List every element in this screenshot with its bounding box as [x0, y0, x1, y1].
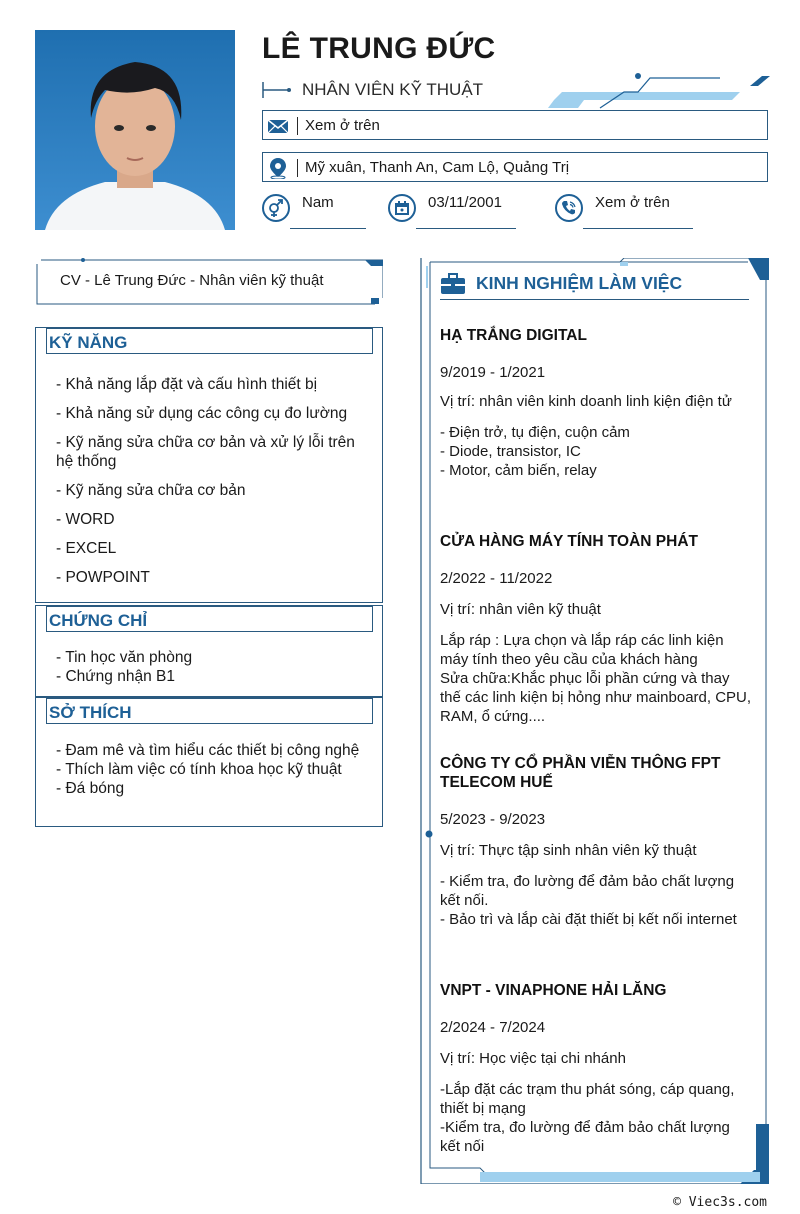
hobbies-section [35, 697, 383, 827]
job-company: VNPT - VINAPHONE HẢI LĂNG [440, 982, 667, 999]
job-period: 2/2024 - 7/2024 [440, 1019, 546, 1036]
job-entry [440, 532, 752, 726]
job-position: Vị trí: Học việc tại chi nhánh [440, 1050, 626, 1067]
skills-list [56, 375, 368, 597]
calendar-icon [388, 194, 416, 222]
job-position: Vị trí: Thực tập sinh nhân viên kỹ thuật [440, 842, 697, 859]
skills-title: KỸ NĂNG [46, 328, 373, 354]
certificates-list [56, 648, 368, 686]
birthdate-value: 03/11/2001 [428, 194, 502, 211]
skill-item: - EXCEL [56, 540, 117, 557]
header-decoration [540, 72, 772, 112]
hobbies-list [56, 741, 364, 798]
job-entry [440, 754, 740, 929]
experience-title-divider [440, 299, 749, 300]
location-pin-icon [267, 157, 289, 179]
address-row [262, 152, 768, 182]
certificate-item: - Chứng nhận B1 [56, 668, 175, 685]
job-detail: Lắp ráp : Lựa chọn và lắp ráp các linh kiện máy tính theo yêu cầu của khách hàng [440, 632, 724, 668]
job-entry [440, 326, 752, 480]
gender-item [262, 192, 372, 232]
job-detail: - Bảo trì và lắp cài đặt thiết bị kết nối internet [440, 911, 737, 928]
job-period: 2/2022 - 11/2022 [440, 570, 553, 587]
gender-value: Nam [302, 194, 334, 211]
phone-item [555, 192, 695, 232]
job-position: Vị trí: nhân viên kỹ thuật [440, 601, 601, 618]
skill-item: - Kỹ năng sửa chữa cơ bản [56, 482, 246, 499]
footer-copyright: © Viec3s.com [673, 1195, 767, 1210]
job-title: NHÂN VIÊN KỸ THUẬT [302, 80, 484, 99]
gender-icon [262, 194, 290, 222]
skill-item: - WORD [56, 511, 115, 528]
job-period: 5/2023 - 9/2023 [440, 811, 546, 828]
skill-item: - Kỹ năng sửa chữa cơ bản và xử lý lỗi trên hệ thống [56, 434, 355, 470]
job-detail: Sửa chữa:Khắc phục lỗi phần cứng và thay thế các linh kiện bị hỏng như mainboard, CPU, RAM, ổ cứng.... [440, 670, 752, 725]
job-detail: - Điện trở, tụ điện, cuộn cảm [440, 424, 630, 441]
skill-item: - POWPOINT [56, 569, 150, 586]
job-company: CỬA HÀNG MÁY TÍNH TOÀN PHÁT [440, 533, 698, 550]
job-detail: -Lắp đặt các trạm thu phát sóng, cáp quang, thiết bị mạng [440, 1081, 735, 1117]
cv-label: CV - Lê Trung Đức - Nhân viên kỹ thuật [60, 272, 324, 289]
certificates-section [35, 605, 383, 697]
job-detail: - Motor, cảm biến, relay [440, 462, 597, 479]
job-company: HẠ TRẮNG DIGITAL [440, 327, 587, 344]
title-accent-line [262, 80, 292, 100]
phone-icon [555, 194, 583, 222]
email-value: Xem ở trên [305, 117, 380, 134]
job-detail: -Kiểm tra, đo lường để đảm bảo chất lượng kết nối [440, 1119, 730, 1155]
hobbies-title: SỞ THÍCH [46, 698, 373, 724]
envelope-icon [267, 115, 289, 137]
skill-item: - Khả năng lắp đặt và cấu hình thiết bị [56, 376, 318, 393]
candidate-name: LÊ TRUNG ĐỨC [262, 32, 496, 65]
certificates-title: CHỨNG CHỈ [46, 606, 373, 632]
job-detail: - Kiểm tra, đo lường để đảm bảo chất lượng kết nối. [440, 873, 735, 909]
cv-label-box [35, 258, 383, 306]
profile-photo [35, 30, 235, 230]
email-row [262, 110, 768, 140]
phone-value: Xem ở trên [595, 194, 670, 211]
job-position: Vị trí: nhân viên kinh doanh linh kiện điện tử [440, 393, 732, 410]
job-entry [440, 981, 752, 1156]
experience-title: KINH NGHIỆM LÀM VIỆC [476, 273, 683, 293]
birthdate-item [388, 192, 518, 232]
job-company: CÔNG TY CỔ PHẦN VIỄN THÔNG FPT TELECOM HUẾ [440, 755, 721, 791]
hobby-item: - Đam mê và tìm hiểu các thiết bị công nghệ [56, 742, 360, 759]
address-value: Mỹ xuân, Thanh An, Cam Lộ, Quảng Trị [305, 159, 570, 176]
skills-section [35, 327, 383, 603]
skill-item: - Khả năng sử dụng các công cụ đo lường [56, 405, 348, 422]
hobby-item: - Đá bóng [56, 780, 125, 797]
briefcase-icon [440, 272, 466, 296]
job-period: 9/2019 - 1/2021 [440, 364, 546, 381]
hobby-item: - Thích làm việc có tính khoa học kỹ thuật [56, 761, 342, 778]
certificate-item: - Tin học văn phòng [56, 649, 193, 666]
job-detail: - Diode, transistor, IC [440, 443, 581, 460]
